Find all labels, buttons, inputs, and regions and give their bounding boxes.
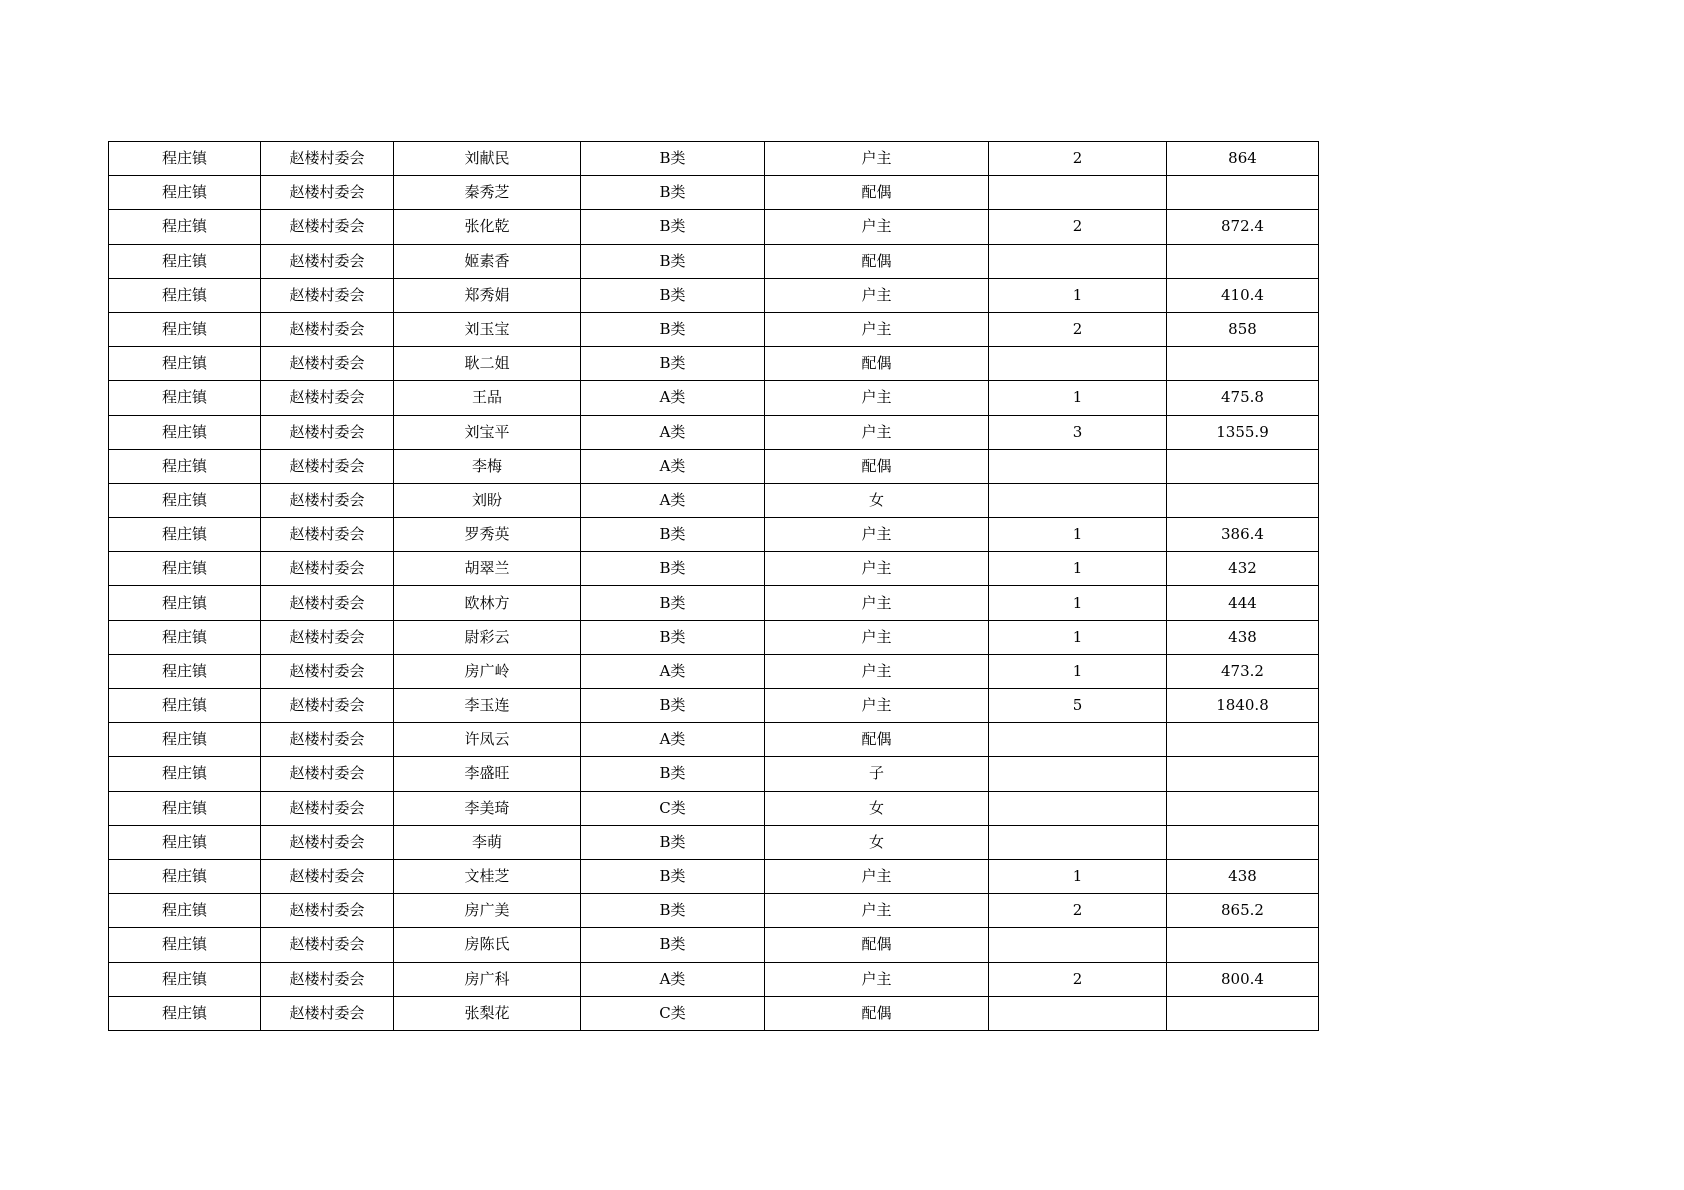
cell-relation: 户主 [765,894,989,928]
cell-village: 赵楼村委会 [261,518,394,552]
table-row [109,381,1319,415]
cell-town: 程庄镇 [109,244,261,278]
cell-amount [1167,176,1319,210]
cell-relation: 户主 [765,518,989,552]
cell-amount: 865.2 [1167,894,1319,928]
cell-village: 赵楼村委会 [261,278,394,312]
cell-town: 程庄镇 [109,689,261,723]
table-row [109,928,1319,962]
cell-town: 程庄镇 [109,278,261,312]
table-row [109,176,1319,210]
cell-village: 赵楼村委会 [261,791,394,825]
cell-amount: 872.4 [1167,210,1319,244]
cell-relation: 女 [765,825,989,859]
cell-name: 许凤云 [394,723,581,757]
table-row [109,518,1319,552]
cell-amount: 475.8 [1167,381,1319,415]
cell-town: 程庄镇 [109,142,261,176]
cell-name: 李萌 [394,825,581,859]
cell-amount: 858 [1167,312,1319,346]
cell-category: A类 [581,962,765,996]
cell-category: A类 [581,449,765,483]
cell-category: B类 [581,620,765,654]
cell-name: 房广科 [394,962,581,996]
cell-household-count [989,928,1167,962]
cell-village: 赵楼村委会 [261,415,394,449]
cell-household-count: 1 [989,552,1167,586]
cell-village: 赵楼村委会 [261,176,394,210]
cell-amount [1167,483,1319,517]
cell-amount [1167,449,1319,483]
cell-name: 刘献民 [394,142,581,176]
cell-name: 刘宝平 [394,415,581,449]
cell-household-count: 3 [989,415,1167,449]
cell-name: 胡翠兰 [394,552,581,586]
cell-village: 赵楼村委会 [261,244,394,278]
cell-village: 赵楼村委会 [261,689,394,723]
cell-household-count: 2 [989,142,1167,176]
table-row [109,620,1319,654]
cell-household-count: 2 [989,894,1167,928]
cell-amount: 438 [1167,620,1319,654]
table-row [109,859,1319,893]
cell-household-count: 2 [989,962,1167,996]
table-row [109,244,1319,278]
cell-name: 王品 [394,381,581,415]
cell-category: B类 [581,757,765,791]
table-row [109,483,1319,517]
cell-relation: 户主 [765,552,989,586]
cell-amount: 432 [1167,552,1319,586]
cell-relation: 户主 [765,278,989,312]
cell-town: 程庄镇 [109,859,261,893]
cell-town: 程庄镇 [109,449,261,483]
cell-village: 赵楼村委会 [261,586,394,620]
table-row [109,552,1319,586]
cell-name: 耿二姐 [394,347,581,381]
cell-town: 程庄镇 [109,347,261,381]
cell-town: 程庄镇 [109,894,261,928]
table-row [109,894,1319,928]
cell-household-count [989,244,1167,278]
cell-category: A类 [581,723,765,757]
cell-village: 赵楼村委会 [261,723,394,757]
cell-town: 程庄镇 [109,620,261,654]
cell-amount: 864 [1167,142,1319,176]
cell-amount [1167,347,1319,381]
cell-town: 程庄镇 [109,381,261,415]
cell-village: 赵楼村委会 [261,825,394,859]
cell-category: B类 [581,928,765,962]
cell-household-count: 1 [989,381,1167,415]
cell-relation: 户主 [765,654,989,688]
cell-relation: 户主 [765,142,989,176]
cell-town: 程庄镇 [109,210,261,244]
cell-relation: 女 [765,791,989,825]
cell-household-count: 1 [989,518,1167,552]
cell-household-count [989,996,1167,1030]
table-row [109,723,1319,757]
cell-town: 程庄镇 [109,996,261,1030]
cell-name: 李玉连 [394,689,581,723]
cell-category: B类 [581,312,765,346]
cell-name: 文桂芝 [394,859,581,893]
cell-town: 程庄镇 [109,586,261,620]
table-row [109,210,1319,244]
cell-category: B类 [581,689,765,723]
cell-category: C类 [581,791,765,825]
cell-town: 程庄镇 [109,757,261,791]
cell-relation: 子 [765,757,989,791]
cell-town: 程庄镇 [109,552,261,586]
cell-name: 郑秀娟 [394,278,581,312]
cell-village: 赵楼村委会 [261,381,394,415]
cell-name: 李梅 [394,449,581,483]
cell-relation: 女 [765,483,989,517]
cell-name: 欧林方 [394,586,581,620]
cell-village: 赵楼村委会 [261,894,394,928]
cell-town: 程庄镇 [109,723,261,757]
cell-category: B类 [581,859,765,893]
cell-relation: 配偶 [765,449,989,483]
cell-relation: 配偶 [765,347,989,381]
cell-category: A类 [581,654,765,688]
table-row [109,825,1319,859]
cell-category: B类 [581,244,765,278]
cell-town: 程庄镇 [109,825,261,859]
cell-town: 程庄镇 [109,791,261,825]
cell-relation: 配偶 [765,723,989,757]
cell-name: 房陈氏 [394,928,581,962]
cell-amount: 386.4 [1167,518,1319,552]
cell-village: 赵楼村委会 [261,142,394,176]
cell-amount [1167,723,1319,757]
cell-amount [1167,928,1319,962]
cell-town: 程庄镇 [109,176,261,210]
cell-household-count: 2 [989,312,1167,346]
cell-category: C类 [581,996,765,1030]
cell-village: 赵楼村委会 [261,928,394,962]
cell-relation: 户主 [765,859,989,893]
cell-household-count [989,757,1167,791]
cell-amount [1167,757,1319,791]
cell-household-count: 1 [989,859,1167,893]
cell-household-count [989,176,1167,210]
cell-name: 李盛旺 [394,757,581,791]
cell-village: 赵楼村委会 [261,483,394,517]
cell-name: 李美琦 [394,791,581,825]
cell-household-count: 1 [989,586,1167,620]
cell-amount: 1355.9 [1167,415,1319,449]
cell-village: 赵楼村委会 [261,757,394,791]
cell-category: B类 [581,347,765,381]
cell-category: B类 [581,552,765,586]
table-row [109,654,1319,688]
table-body [109,142,1319,1031]
cell-village: 赵楼村委会 [261,654,394,688]
cell-village: 赵楼村委会 [261,962,394,996]
cell-town: 程庄镇 [109,518,261,552]
cell-category: A类 [581,381,765,415]
cell-household-count [989,483,1167,517]
cell-household-count: 1 [989,654,1167,688]
cell-household-count: 1 [989,278,1167,312]
document-page [108,141,1319,1031]
cell-relation: 配偶 [765,176,989,210]
cell-category: B类 [581,278,765,312]
cell-category: A类 [581,483,765,517]
cell-name: 秦秀芝 [394,176,581,210]
table-row [109,757,1319,791]
cell-relation: 户主 [765,415,989,449]
table-row [109,142,1319,176]
cell-amount: 1840.8 [1167,689,1319,723]
cell-village: 赵楼村委会 [261,312,394,346]
table-row [109,689,1319,723]
cell-village: 赵楼村委会 [261,859,394,893]
cell-amount: 444 [1167,586,1319,620]
cell-relation: 配偶 [765,996,989,1030]
cell-category: B类 [581,586,765,620]
cell-name: 刘玉宝 [394,312,581,346]
table-row [109,586,1319,620]
cell-village: 赵楼村委会 [261,210,394,244]
table-row [109,278,1319,312]
table-row [109,962,1319,996]
cell-relation: 户主 [765,689,989,723]
cell-relation: 户主 [765,312,989,346]
cell-town: 程庄镇 [109,312,261,346]
table-row [109,415,1319,449]
cell-category: B类 [581,894,765,928]
cell-category: B类 [581,210,765,244]
cell-village: 赵楼村委会 [261,552,394,586]
table-row [109,312,1319,346]
cell-amount: 410.4 [1167,278,1319,312]
cell-village: 赵楼村委会 [261,620,394,654]
cell-household-count: 5 [989,689,1167,723]
cell-household-count: 1 [989,620,1167,654]
cell-household-count [989,723,1167,757]
table-row [109,449,1319,483]
cell-category: B类 [581,176,765,210]
cell-town: 程庄镇 [109,928,261,962]
cell-household-count [989,347,1167,381]
cell-relation: 户主 [765,381,989,415]
cell-relation: 配偶 [765,928,989,962]
table-row [109,791,1319,825]
cell-category: B类 [581,518,765,552]
cell-household-count [989,825,1167,859]
table-row [109,347,1319,381]
cell-town: 程庄镇 [109,415,261,449]
cell-relation: 户主 [765,586,989,620]
cell-village: 赵楼村委会 [261,996,394,1030]
cell-town: 程庄镇 [109,962,261,996]
cell-amount [1167,791,1319,825]
cell-amount: 438 [1167,859,1319,893]
cell-household-count: 2 [989,210,1167,244]
cell-amount: 800.4 [1167,962,1319,996]
cell-amount [1167,996,1319,1030]
cell-relation: 户主 [765,962,989,996]
cell-category: A类 [581,415,765,449]
cell-name: 房广岭 [394,654,581,688]
cell-name: 张梨花 [394,996,581,1030]
cell-household-count [989,449,1167,483]
cell-amount [1167,825,1319,859]
cell-category: B类 [581,142,765,176]
cell-amount: 473.2 [1167,654,1319,688]
cell-name: 姬素香 [394,244,581,278]
cell-name: 房广美 [394,894,581,928]
cell-name: 罗秀英 [394,518,581,552]
cell-name: 尉彩云 [394,620,581,654]
cell-amount [1167,244,1319,278]
cell-town: 程庄镇 [109,483,261,517]
recipient-table [108,141,1319,1031]
cell-category: B类 [581,825,765,859]
table-row [109,996,1319,1030]
cell-village: 赵楼村委会 [261,347,394,381]
cell-household-count [989,791,1167,825]
cell-relation: 户主 [765,210,989,244]
cell-town: 程庄镇 [109,654,261,688]
cell-relation: 配偶 [765,244,989,278]
cell-village: 赵楼村委会 [261,449,394,483]
cell-name: 刘盼 [394,483,581,517]
cell-relation: 户主 [765,620,989,654]
cell-name: 张化乾 [394,210,581,244]
